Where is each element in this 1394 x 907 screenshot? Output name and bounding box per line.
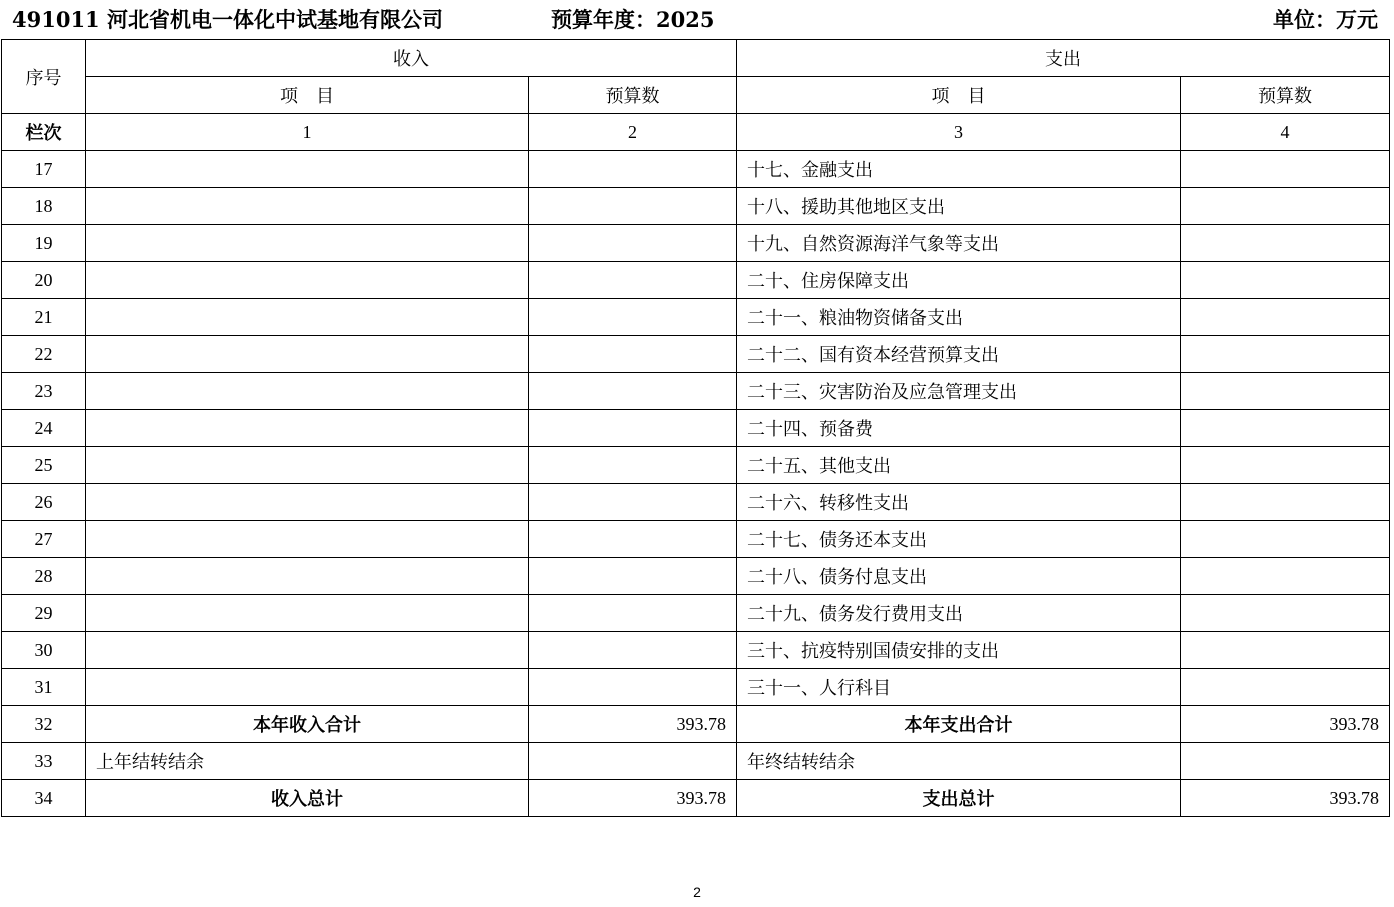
table-row bbox=[2, 188, 1390, 225]
row-seq: 25 bbox=[2, 447, 86, 484]
expense-amount bbox=[1181, 447, 1390, 484]
expense-item: 二十七、债务还本支出 bbox=[737, 521, 1181, 558]
expense-item: 二十、住房保障支出 bbox=[737, 262, 1181, 299]
income-item bbox=[86, 410, 529, 447]
expense-item: 二十九、债务发行费用支出 bbox=[737, 595, 1181, 632]
page-number: 2 bbox=[693, 884, 701, 900]
income-item bbox=[86, 151, 529, 188]
income-item-header: 项 目 bbox=[86, 77, 529, 114]
expense-amount bbox=[1181, 410, 1390, 447]
row-seq: 20 bbox=[2, 262, 86, 299]
income-amount bbox=[529, 669, 737, 706]
column-number: 1 bbox=[86, 114, 529, 151]
expense-amount bbox=[1181, 188, 1390, 225]
expense-amount bbox=[1181, 595, 1390, 632]
column-number: 4 bbox=[1181, 114, 1390, 151]
income-amount bbox=[529, 262, 737, 299]
income-amount bbox=[529, 299, 737, 336]
expense-item: 二十四、预备费 bbox=[737, 410, 1181, 447]
expense-item: 十八、援助其他地区支出 bbox=[737, 188, 1181, 225]
row-seq: 32 bbox=[2, 706, 86, 743]
table-header bbox=[2, 40, 1390, 151]
income-amount bbox=[529, 558, 737, 595]
expense-amount bbox=[1181, 669, 1390, 706]
income-total-amount: 393.78 bbox=[529, 706, 737, 743]
row-seq: 34 bbox=[2, 780, 86, 817]
column-number-row bbox=[2, 114, 1390, 151]
table-row bbox=[2, 299, 1390, 336]
table-row bbox=[2, 521, 1390, 558]
income-item bbox=[86, 225, 529, 262]
income-amount bbox=[529, 484, 737, 521]
expense-grand-total-amount: 393.78 bbox=[1181, 780, 1390, 817]
expense-total-amount: 393.78 bbox=[1181, 706, 1390, 743]
column-row-label: 栏次 bbox=[2, 114, 86, 151]
table-row bbox=[2, 151, 1390, 188]
expense-amount bbox=[1181, 632, 1390, 669]
table-row bbox=[2, 336, 1390, 373]
table-row bbox=[2, 632, 1390, 669]
row-seq: 24 bbox=[2, 410, 86, 447]
income-amount bbox=[529, 521, 737, 558]
income-amount bbox=[529, 188, 737, 225]
expense-amount bbox=[1181, 225, 1390, 262]
income-carryover-amount bbox=[529, 743, 737, 780]
row-seq: 30 bbox=[2, 632, 86, 669]
row-seq: 33 bbox=[2, 743, 86, 780]
row-seq: 21 bbox=[2, 299, 86, 336]
expense-item: 二十六、转移性支出 bbox=[737, 484, 1181, 521]
expense-carryover-label: 年终结转结余 bbox=[737, 743, 1181, 780]
income-amount bbox=[529, 373, 737, 410]
income-item bbox=[86, 558, 529, 595]
row-seq: 27 bbox=[2, 521, 86, 558]
expense-amount bbox=[1181, 262, 1390, 299]
income-item bbox=[86, 299, 529, 336]
row-seq: 31 bbox=[2, 669, 86, 706]
expense-item: 二十五、其他支出 bbox=[737, 447, 1181, 484]
table-row bbox=[2, 225, 1390, 262]
table-row bbox=[2, 484, 1390, 521]
income-total-label: 本年收入合计 bbox=[86, 706, 529, 743]
expense-item: 三十一、人行科目 bbox=[737, 669, 1181, 706]
group-header-row bbox=[2, 40, 1390, 77]
table-row bbox=[2, 447, 1390, 484]
income-grand-total-label: 收入总计 bbox=[86, 780, 529, 817]
income-item bbox=[86, 188, 529, 225]
row-seq: 22 bbox=[2, 336, 86, 373]
income-amount bbox=[529, 151, 737, 188]
expense-item: 二十三、灾害防治及应急管理支出 bbox=[737, 373, 1181, 410]
income-item bbox=[86, 484, 529, 521]
table-row bbox=[2, 595, 1390, 632]
expense-item: 二十一、粮油物资储备支出 bbox=[737, 299, 1181, 336]
expense-carryover-amount bbox=[1181, 743, 1390, 780]
carryover-row bbox=[2, 743, 1390, 780]
column-number: 3 bbox=[737, 114, 1181, 151]
expense-item: 三十、抗疫特别国债安排的支出 bbox=[737, 632, 1181, 669]
income-item bbox=[86, 595, 529, 632]
income-amount bbox=[529, 447, 737, 484]
column-header-row bbox=[2, 77, 1390, 114]
income-item bbox=[86, 632, 529, 669]
income-grand-total-amount: 393.78 bbox=[529, 780, 737, 817]
seq-column-header: 序号 bbox=[2, 40, 86, 114]
income-item bbox=[86, 521, 529, 558]
expense-item: 十七、金融支出 bbox=[737, 151, 1181, 188]
income-item bbox=[86, 447, 529, 484]
expense-amount bbox=[1181, 336, 1390, 373]
expense-amount bbox=[1181, 558, 1390, 595]
expense-amount-header: 预算数 bbox=[1181, 77, 1390, 114]
report-header bbox=[0, 4, 1394, 36]
table-row bbox=[2, 669, 1390, 706]
table-row bbox=[2, 558, 1390, 595]
expense-group-header: 支出 bbox=[737, 40, 1390, 77]
income-amount bbox=[529, 336, 737, 373]
row-seq: 29 bbox=[2, 595, 86, 632]
expense-amount bbox=[1181, 299, 1390, 336]
table-row bbox=[2, 373, 1390, 410]
expense-total-label: 本年支出合计 bbox=[737, 706, 1181, 743]
currency-unit: 单位：万元 bbox=[1273, 7, 1378, 32]
table-row bbox=[2, 410, 1390, 447]
income-amount bbox=[529, 595, 737, 632]
expense-amount bbox=[1181, 484, 1390, 521]
income-item bbox=[86, 373, 529, 410]
row-seq: 19 bbox=[2, 225, 86, 262]
expense-item: 二十二、国有资本经营预算支出 bbox=[737, 336, 1181, 373]
budget-year: 预算年度：2025 bbox=[551, 7, 715, 32]
column-number: 2 bbox=[529, 114, 737, 151]
expense-grand-total-label: 支出总计 bbox=[737, 780, 1181, 817]
expense-item-header: 项 目 bbox=[737, 77, 1181, 114]
table-row bbox=[2, 262, 1390, 299]
income-amount bbox=[529, 410, 737, 447]
expense-amount bbox=[1181, 373, 1390, 410]
grand-total-row bbox=[2, 780, 1390, 817]
expense-item: 十九、自然资源海洋气象等支出 bbox=[737, 225, 1181, 262]
expense-amount bbox=[1181, 151, 1390, 188]
row-seq: 18 bbox=[2, 188, 86, 225]
expense-amount bbox=[1181, 521, 1390, 558]
income-item bbox=[86, 669, 529, 706]
income-carryover-label: 上年结转结余 bbox=[86, 743, 529, 780]
income-group-header: 收入 bbox=[86, 40, 737, 77]
total-row bbox=[2, 706, 1390, 743]
income-amount bbox=[529, 632, 737, 669]
income-item bbox=[86, 336, 529, 373]
row-seq: 17 bbox=[2, 151, 86, 188]
row-seq: 28 bbox=[2, 558, 86, 595]
expense-item: 二十八、债务付息支出 bbox=[737, 558, 1181, 595]
row-seq: 23 bbox=[2, 373, 86, 410]
unit-name: 491011 河北省机电一体化中试基地有限公司 bbox=[12, 7, 443, 32]
budget-table bbox=[1, 39, 1390, 817]
row-seq: 26 bbox=[2, 484, 86, 521]
income-amount bbox=[529, 225, 737, 262]
income-item bbox=[86, 262, 529, 299]
income-amount-header: 预算数 bbox=[529, 77, 737, 114]
table-body bbox=[2, 151, 1390, 817]
